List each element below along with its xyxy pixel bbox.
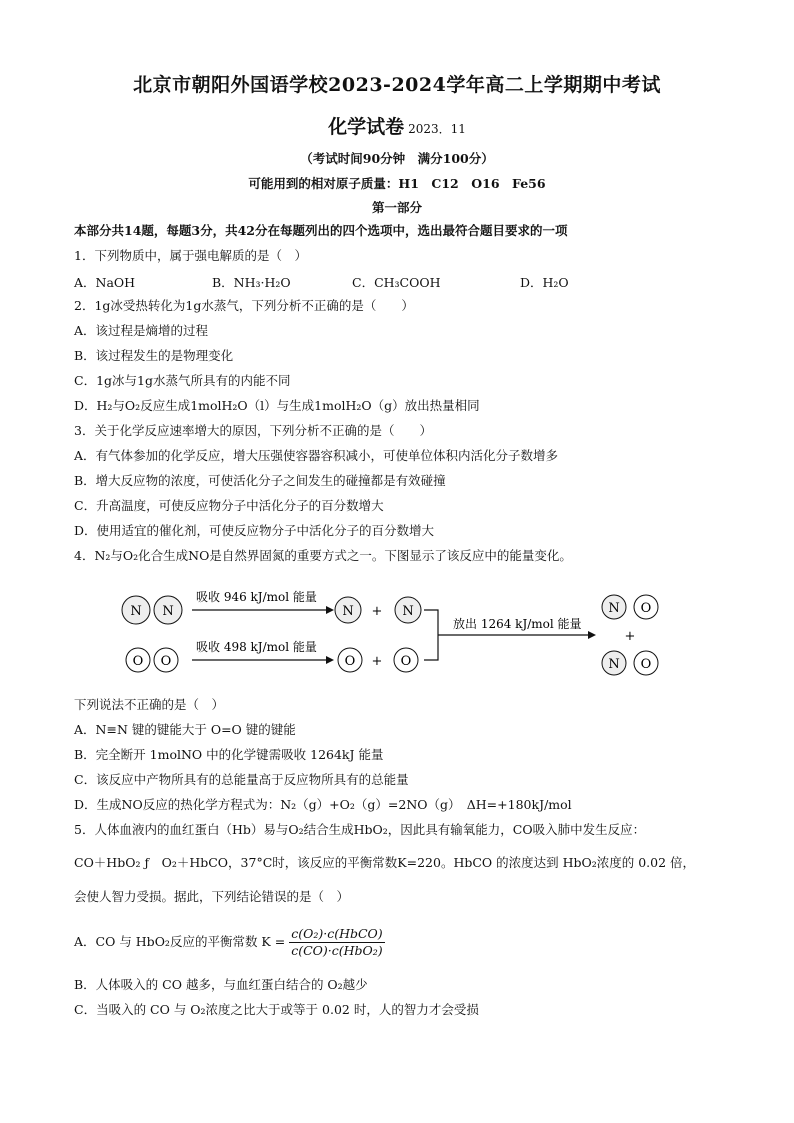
subject-title	[0, 112, 794, 139]
q4-stem: 4．N₂与O₂化合生成NO是自然界固氮的重要方式之一。下图显示了该反应中的能量变化。	[74, 548, 572, 563]
q4-option-a: A．N≡N 键的键能大于 O=O 键的键能	[74, 722, 296, 737]
q5-option-a	[74, 922, 734, 962]
svg-text:O: O	[160, 654, 172, 669]
fraction-denominator: c(CO)·c(HbO₂)	[291, 943, 383, 958]
q5-reaction: CO＋HbO₂ ƒ O₂＋HbCO，37°C时，该反应的平衡常数K=220。HbCO 的浓度达到 HbO₂浓度的 0.02 倍，	[74, 855, 696, 870]
svg-text:N: N	[402, 604, 414, 619]
n-atoms	[335, 597, 421, 623]
svg-text:+: +	[371, 604, 383, 619]
svg-text:+: +	[371, 654, 383, 669]
q1-option-d: D．H₂O	[520, 275, 569, 290]
q5-stem: 5．人体血液内的血红蛋白（Hb）易与O₂结合生成HbO₂，因此具有输氧能力，CO吸入肺中发生反应：	[74, 822, 646, 837]
o2-molecule	[126, 648, 178, 672]
svg-text:N: N	[342, 604, 354, 619]
q2-option-c: C．1g冰与1g水蒸气所具有的内能不同	[74, 373, 291, 388]
q4-option-b: B．完全断开 1molNO 中的化学键需吸收 1264kJ 能量	[74, 747, 384, 762]
equilibrium-fraction	[289, 926, 384, 959]
q1-option-b: B．NH₃·H₂O	[212, 275, 291, 290]
q5-option-c: C．当吸入的 CO 与 O₂浓度之比大于或等于 0.02 时，人的智力才会受损	[74, 1002, 479, 1017]
o-atoms	[338, 648, 418, 672]
section-instruction: 本部分共14题，每题3分，共42分在每题列出的四个选项中，选出最符合题目要求的一项	[74, 223, 568, 238]
q3-option-c: C．升高温度，可使反应物分子中活化分子的百分数增大	[74, 498, 384, 513]
q1-stem: 1．下列物质中，属于强电解质的是（ ）	[74, 248, 307, 263]
q5-option-a-text: A．CO 与 HbO₂反应的平衡常数 K =	[74, 934, 286, 949]
exam-date: 2023．11	[408, 122, 466, 136]
n2-molecule	[122, 596, 182, 624]
svg-text:O: O	[344, 654, 356, 669]
q3-option-b: B．增大反应物的浓度，可使活化分子之间发生的碰撞都是有效碰撞	[74, 473, 446, 488]
atomic-mass-info: 可能用到的相对原子质量：H1 C12 O16 Fe56	[248, 176, 546, 191]
n-atom-label: N	[162, 604, 174, 619]
q3-option-d: D．使用适宜的催化剂，可使反应物分子中活化分子的百分数增大	[74, 523, 435, 538]
n-atom-label: N	[130, 604, 142, 619]
q3-option-a: A．有气体参加的化学反应，增大压强使容器容积减小，可使单位体积内活化分子数增多	[74, 448, 559, 463]
svg-text:O: O	[132, 654, 144, 669]
svg-text:+: +	[624, 629, 636, 644]
part-heading: 第一部分	[371, 200, 422, 215]
fraction-numerator: c(O₂)·c(HbCO)	[291, 926, 383, 941]
subject-name: 化学试卷	[328, 116, 405, 138]
energy-diagram	[118, 585, 678, 685]
time-info: （考试时间90分钟 满分100分）	[300, 151, 494, 166]
q5-option-b: B．人体吸入的 CO 越多，与血红蛋白结合的 O₂越少	[74, 977, 368, 992]
q4-ask: 下列说法不正确的是（ ）	[74, 697, 225, 712]
absorb-label-2: 吸收 498 kJ/mol 能量	[196, 640, 317, 654]
q2-option-d: D．H₂与O₂反应生成1molH₂O（l）与生成1molH₂O（g）放出热量相同	[74, 398, 480, 413]
svg-text:O: O	[640, 601, 652, 616]
svg-text:N: N	[608, 601, 620, 616]
svg-text:N: N	[608, 657, 620, 672]
svg-text:O: O	[400, 654, 412, 669]
q1-option-a: A．NaOH	[74, 275, 136, 290]
q1-option-c: C．CH₃COOH	[352, 275, 441, 290]
exam-title: 北京市朝阳外国语学校2023-2024学年高二上学期期中考试	[133, 74, 661, 96]
absorb-label-1: 吸收 946 kJ/mol 能量	[196, 590, 317, 604]
q3-stem: 3．关于化学反应速率增大的原因，下列分析不正确的是（ ）	[74, 423, 432, 438]
q2-option-b: B．该过程发生的是物理变化	[74, 348, 234, 363]
q4-option-c: C．该反应中产物所具有的总能量高于反应物所具有的总能量	[74, 772, 409, 787]
q2-option-a: A．该过程是熵增的过程	[74, 323, 209, 338]
q4-option-d: D．生成NO反应的热化学方程式为：N₂（g）+O₂（g）=2NO（g） ΔH=+180kJ/mol	[74, 797, 572, 812]
bracket	[424, 610, 438, 660]
no-molecules	[602, 595, 658, 675]
q2-stem: 2．1g冰受热转化为1g水蒸气，下列分析不正确的是（ ）	[74, 298, 414, 313]
q5-question: 会使人智力受损。据此，下列结论错误的是（ ）	[74, 889, 350, 904]
release-label: 放出 1264 kJ/mol 能量	[453, 617, 582, 631]
svg-text:O: O	[640, 657, 652, 672]
